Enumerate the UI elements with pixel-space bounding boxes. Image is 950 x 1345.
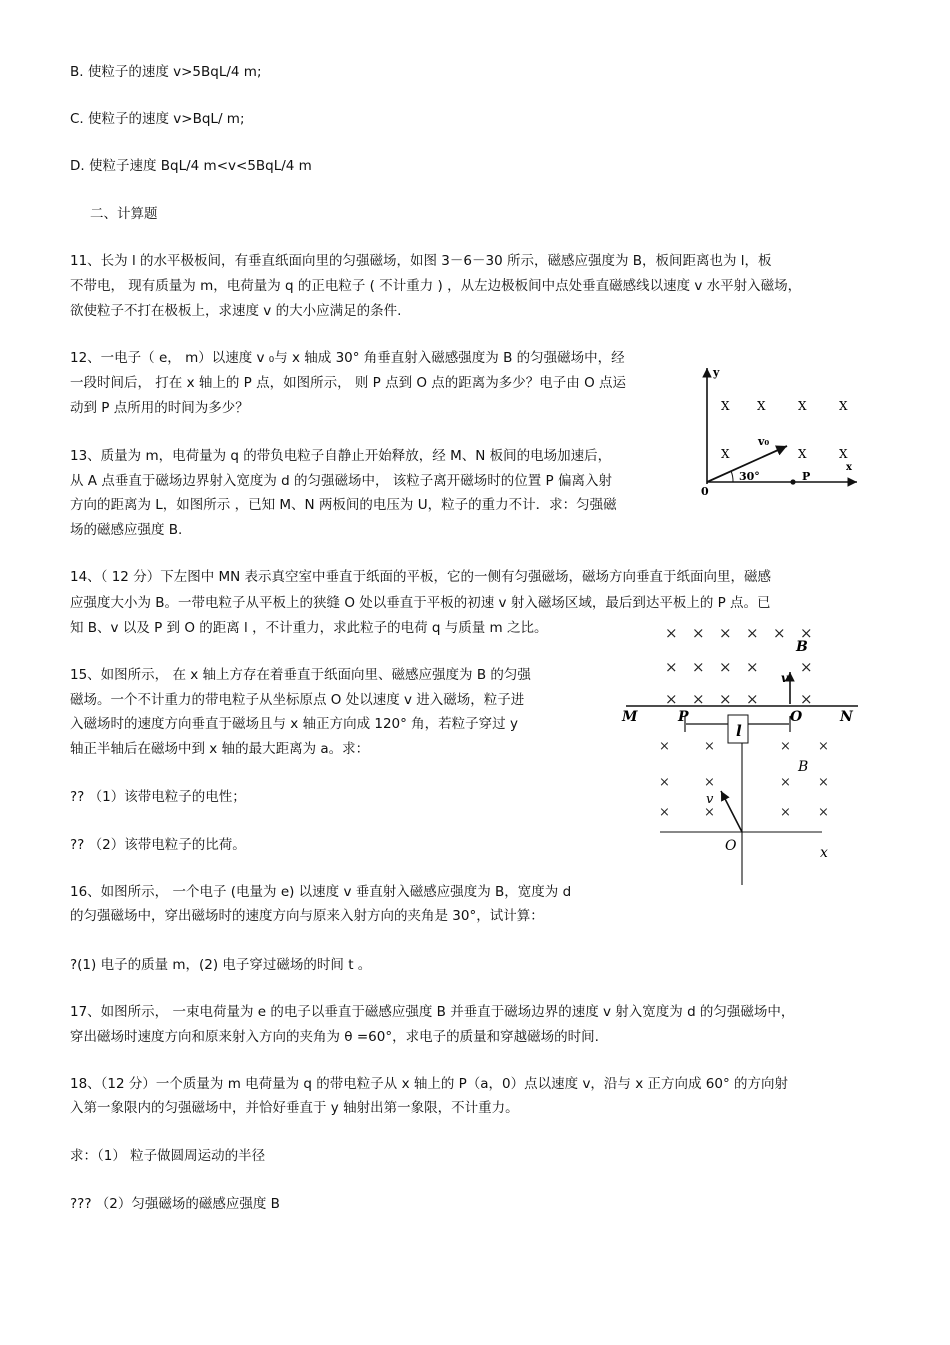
q15-subq-2: ?? （2）该带电粒子的比荷。 (70, 837, 246, 853)
q14-field-mark: × (665, 658, 678, 676)
q13-line-2: 从 A 点垂直于磁场边界射入宽度为 d 的匀强磁场中， 该粒子离开磁场时的位置 P 偏离入射 (70, 473, 612, 489)
q15-field-mark: × (704, 739, 715, 754)
q12-field-mark: X (839, 399, 848, 413)
q15-field-mark: × (780, 739, 791, 754)
q16-line-1: 16、如图所示， 一个电子 (电量为 e) 以速度 v 垂直射入磁感应强度为 B，宽度为 d (70, 884, 572, 900)
q12-origin-label: 0 (701, 485, 709, 497)
q12-line-3: 动到 P 点所用的时间为多少？ (70, 400, 249, 416)
q17-line-1: 17、如图所示， 一束电荷量为 e 的电子以垂直于磁感应强度 B 并垂直于磁场边界的速度 v 射入宽度为 d 的匀强磁场中， (70, 1004, 795, 1020)
q12-field-mark: X (798, 399, 807, 413)
q14-field-mark: × (665, 690, 678, 708)
q12-y-label: y (713, 366, 720, 379)
q12-x-label: x (846, 462, 852, 473)
q14-field-mark: × (746, 690, 759, 708)
q12-point-p (790, 479, 795, 484)
q15-field-mark: × (818, 775, 829, 790)
q14-field-mark: × (746, 658, 759, 676)
figure-q15-svg (650, 735, 850, 890)
option-c: C. 使粒子的速度 v>BqL/ m; (70, 111, 245, 127)
q18-line-4: ??? （2）匀强磁场的磁感应强度 B (70, 1196, 280, 1212)
q15-field-mark: × (780, 775, 791, 790)
q15-field-mark: × (818, 805, 829, 820)
figure-q15 (650, 735, 850, 890)
q12-field-mark: X (798, 447, 807, 461)
q12-line-1: 12、一电子（ e， m）以速度 v ₀与 x 轴成 30° 角垂直射入磁感强度为 B 的匀强磁场中，经 (70, 350, 625, 366)
q14-field-mark: × (665, 624, 678, 642)
q16-line-2: 的匀强磁场中，穿出磁场时的速度方向与原来入射方向的夹角是 30°，试计算： (70, 908, 544, 924)
q11-line-1: 11、长为 l 的水平极板间，有垂直纸面向里的匀强磁场，如图 3－6－30 所示，磁感应强度为 B，板间距离也为 l，板 (70, 253, 772, 269)
q12-field-mark: X (757, 399, 766, 413)
q14-v-label: v (781, 671, 788, 685)
q14-field-mark: × (773, 624, 786, 642)
q14-field-mark: × (746, 624, 759, 642)
q14-field-mark: × (692, 690, 705, 708)
q14-field-mark: × (719, 658, 732, 676)
q15-field-mark: × (704, 775, 715, 790)
q14-field-mark: × (692, 658, 705, 676)
q14-line-1: 14、（ 12 分）下左图中 MN 表示真空室中垂直于纸面的平板，它的一侧有匀强磁场，磁场方向垂直于纸面向里，磁感 (70, 569, 772, 585)
q12-field-mark: X (721, 447, 730, 461)
q15-o-label: O (725, 838, 737, 854)
q15-field-mark: × (704, 805, 715, 820)
q12-field-mark: X (839, 447, 848, 461)
q14-field-mark: × (719, 624, 732, 642)
q14-field-mark: × (692, 624, 705, 642)
q18-line-3: 求：（1） 粒子做圆周运动的半径 (70, 1148, 266, 1164)
q12-angle-arc (731, 471, 733, 482)
q14-field-mark: × (800, 690, 813, 708)
q15-line-3: 入磁场时的速度方向垂直于磁场且与 x 轴正方向成 120° 角，若粒子穿过 y (70, 716, 518, 732)
q14-line-2: 应强度大小为 B。一带电粒子从平板上的狭缝 O 处以垂直于平板的初速 v 射入磁场区域，最后到达平板上的 P 点。已 (70, 595, 771, 611)
q15-field-mark: × (818, 739, 829, 754)
q15-line-1: 15、如图所示， 在 x 轴上方存在着垂直于纸面向里、磁感应强度为 B 的匀强 (70, 667, 531, 683)
q17-line-2: 穿出磁场时速度方向和原来射入方向的夹角为 θ =60°，求电子的质量和穿越磁场的时间. (70, 1029, 599, 1045)
q13-line-4: 场的磁感应强度 B. (70, 522, 183, 538)
q11-line-3: 欲使粒子不打在极板上，求速度 v 的大小应满足的条件. (70, 303, 402, 319)
q12-v-label: v₀ (758, 435, 770, 448)
figure-q12 (695, 362, 865, 497)
q12-field-mark: X (721, 399, 730, 413)
q13-line-3: 方向的距离为 L，如图所示 ，已知 M、N 两板间的电压为 U，粒子的重力不计．求：匀强磁 (70, 497, 617, 513)
q12-angle-label: 30° (739, 470, 760, 483)
q15-v-label: v (706, 792, 714, 807)
q15-field-mark: × (659, 739, 670, 754)
option-d: D. 使粒子速度 BqL/4 m<v<5BqL/4 m (70, 158, 312, 174)
q12-p-label: P (802, 470, 811, 483)
figure-q12-svg (695, 362, 865, 497)
q14-l-label: l (736, 722, 742, 740)
q15-field-mark: × (659, 805, 670, 820)
q15-field-mark: × (659, 775, 670, 790)
q11-line-2: 不带电， 现有质量为 m，电荷量为 q 的正电粒子 ( 不计重力 ) ，从左边极板间中点处垂直磁感线以速度 v 水平射入磁场， (70, 278, 802, 294)
q14-m-label: M (622, 709, 638, 725)
q18-line-1: 18、（12 分）一个质量为 m 电荷量为 q 的带电粒子从 x 轴上的 P（a，0）点以速度 v，沿与 x 正方向成 60° 的方向射 (70, 1076, 789, 1092)
q14-b-label: B (796, 639, 808, 655)
section-title: 二、计算题 (90, 206, 158, 222)
q16-line-3: ?(1) 电子的质量 m，(2) 电子穿过磁场的时间 t 。 (70, 957, 372, 973)
q15-line-2: 磁场。一个不计重力的带电粒子从坐标原点 O 处以速度 v 进入磁场，粒子进 (70, 692, 525, 708)
q14-line-3: 知 B、v 以及 P 到 O 的距离 l ，不计重力，求此粒子的电荷 q 与质量 m 之比。 (70, 620, 548, 636)
q15-x-label: x (820, 845, 828, 861)
q14-p-label: P (678, 709, 689, 725)
q15-line-4: 轴正半轴后在磁场中到 x 轴的最大距离为 a。求： (70, 741, 370, 757)
q15-b-label: B (798, 759, 809, 775)
q14-o-label: O (790, 709, 803, 725)
q14-field-mark: × (800, 624, 813, 642)
q15-field-mark: × (780, 805, 791, 820)
q12-line-2: 一段时间后， 打在 x 轴上的 P 点，如图所示， 则 P 点到 O 点的距离为多少？电子由 O 点运 (70, 375, 627, 391)
option-b: B. 使粒子的速度 v>5BqL/4 m; (70, 64, 262, 80)
q14-field-mark: × (800, 658, 813, 676)
q14-n-label: N (840, 709, 853, 725)
q13-line-1: 13、质量为 m，电荷量为 q 的带负电粒子自静止开始释放，经 M、N 板间的电场加速后， (70, 448, 612, 464)
q14-field-mark: × (719, 690, 732, 708)
q18-line-2: 入第一象限内的匀强磁场中，并恰好垂直于 y 轴射出第一象限，不计重力。 (70, 1100, 519, 1116)
q15-subq-1: ?? （1）该带电粒子的电性； (70, 789, 246, 805)
q15-velocity-arrow (721, 791, 742, 832)
